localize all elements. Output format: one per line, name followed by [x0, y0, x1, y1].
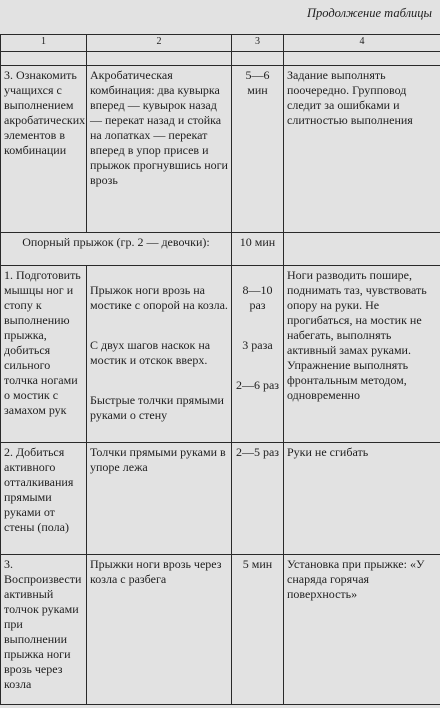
dose-cell: 10 мин	[232, 233, 284, 266]
dose-text: 8—10 раз	[242, 283, 273, 312]
exercise-text: Прыжок ноги врозь на мостике с опорой на козла.	[90, 283, 228, 312]
section-heading: Опорный прыжок (гр. 2 — девочки):	[1, 233, 232, 266]
dose-cell: 5—6 мин	[232, 66, 284, 233]
task-cell: 3. Воспроизвести активный толчок руками при выполнении прыжка ноги врозь через козла	[1, 555, 87, 705]
table-row	[1, 66, 440, 233]
dose-text: 2—6 раз	[235, 378, 280, 392]
notes-cell: Задание выполнять поочередно. Групповод следит за ошибками и слитностью выполнения	[284, 66, 440, 233]
exercise-text: С двух шагов наскок на мостик и отскок вверх.	[90, 338, 211, 367]
spacer-row	[1, 52, 440, 66]
dose-cell: 2—5 раз	[232, 443, 284, 555]
column-header-4: 4	[284, 35, 440, 52]
column-header-1: 1	[1, 35, 87, 52]
lesson-plan-table	[0, 34, 440, 705]
task-cell: 3. Ознакомить учащихся с выполнением акробатических элементов в комбинации	[1, 66, 87, 233]
exercise-text: Быстрые толчки прямыми руками о стену	[90, 393, 224, 422]
task-cell: 1. Подготовить мышцы ног и стопу к выполнению прыжка, добиться сильного толчка ногами о мостик с замахом рук	[1, 266, 87, 443]
dose-cell	[232, 266, 284, 443]
column-header-2: 2	[87, 35, 232, 52]
table-row	[1, 266, 440, 443]
notes-cell: Руки не сгибать	[284, 443, 440, 555]
notes-cell: Ноги разводить пошире, поднимать таз, чувствовать опору на руки. Не прогибаться, на мостик не набегать, выполнять активный замах руками. Упражнение выполнять фронтальным методом, одновременно	[284, 266, 440, 443]
content-cell: Акробатическая комбинация: два кувырка вперед — кувырок назад — перекат назад и стойка на лопатках — перекат вперед в упор присев и прыжок прогнувшись ноги врозь	[87, 66, 232, 233]
section-heading-row	[1, 233, 440, 266]
dose-cell: 5 мин	[232, 555, 284, 705]
table-row	[1, 555, 440, 705]
content-cell: Прыжки ноги врозь через козла с разбега	[87, 555, 232, 705]
notes-cell: Установка при прыжке: «У снаряда горячая поверхность»	[284, 555, 440, 705]
content-cell	[87, 266, 232, 443]
dose-text: 3 раза	[242, 338, 273, 352]
table-header-row	[1, 35, 440, 52]
content-cell: Толчки прямыми руками в упоре лежа	[87, 443, 232, 555]
table-row	[1, 443, 440, 555]
task-cell: 2. Добиться активного отталкивания прямыми руками от стены (пола)	[1, 443, 87, 555]
column-header-3: 3	[232, 35, 284, 52]
table-continuation-caption: Продолжение таблицы	[306, 6, 432, 20]
